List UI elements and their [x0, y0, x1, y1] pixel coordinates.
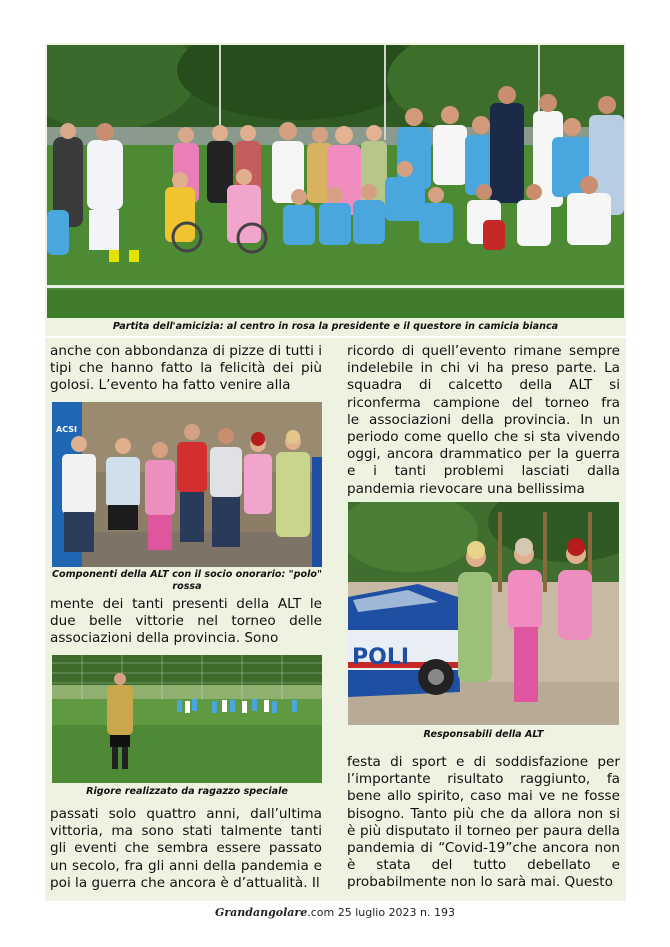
penalty-photo [52, 655, 322, 783]
text-line: festa di sport e di soddisfazione per [347, 754, 620, 770]
text-line: mente dei tanti presenti della ALT le [50, 596, 322, 612]
text-line: ricordo di quell’evento rimane sempre [347, 343, 620, 359]
text-line: tipi che hanno fatto la felicità dei più [50, 360, 322, 377]
text-line: anche con abbondanza di pizze di tutti i [50, 343, 322, 359]
text-line: è più disputato il torneo per paura della [347, 822, 620, 839]
text-line: bisogno. Tanto più che da allora non si [347, 805, 620, 822]
left-text-block-1 [50, 343, 322, 395]
team-photo [47, 45, 624, 318]
text-line: l’importante risultato raggiunto, fa [347, 771, 620, 788]
text-line: passati solo quattro anni, dall’ultima [50, 806, 322, 822]
text-line: associazioni della provincia. Sono [50, 630, 279, 647]
group-caption-line-1: Componenti della ALT con il socio onorario: "polo" [52, 569, 322, 580]
penalty-photo-caption: Rigore realizzato da ragazzo speciale [86, 786, 288, 797]
text-line: è stata del tutto debellato e [347, 857, 620, 874]
text-line: squadra di calcetto della ALT si [347, 377, 620, 394]
acsi-banner-text: ACSI [56, 425, 77, 434]
text-line: indelebile in chi vi ha preso parte. La [347, 360, 620, 377]
right-text-block-2 [347, 754, 620, 892]
group-caption-line-2: rossa [172, 581, 202, 592]
text-line: pandemia rievocare una bellissima [347, 480, 585, 497]
text-line: periodo come quello che si sta vivendo [347, 429, 620, 446]
footer-brand: Grandangolare [214, 906, 308, 919]
team-photo-caption: Partita dell'amicizia: al centro in rosa la presidente e il questore in camicia bianca [112, 321, 559, 332]
text-line: oggi, ancora drammatico per la guerra [347, 446, 620, 463]
right-text-block-1 [347, 343, 620, 498]
text-line: riconferma campione del torneo fra [347, 394, 620, 411]
police-photo [348, 502, 619, 725]
text-line: probabilmente non lo sarà mai. Questo [347, 874, 613, 891]
left-text-block-2 [50, 596, 322, 648]
text-line: bene allo spirito, caso mai ve ne fosse [347, 788, 620, 805]
text-line: due belle vittorie nel torneo delle [50, 613, 322, 630]
group-photo-caption [52, 569, 322, 593]
text-line: e i tanti problemi lasciati dalla [347, 463, 620, 480]
text-line: gli eventi che sembra essere passato [50, 840, 322, 857]
group-photo [52, 402, 322, 567]
police-car-lettering: POLI [352, 645, 410, 670]
text-line: un secolo, fra gli anni della pandemia e [50, 857, 322, 874]
footer-issue: .com 25 luglio 2023 n. 193 [307, 906, 456, 919]
left-text-block-3 [50, 806, 322, 892]
police-photo-caption: Responsabili della ALT [423, 729, 544, 740]
text-line: vittoria, ma sono stati talmente tanti [50, 823, 322, 840]
text-line: poi la guerra che ancora è d’attualità. Il [50, 874, 320, 891]
page-footer [0, 906, 670, 919]
text-line: le associazioni della provincia. In un [347, 411, 620, 428]
text-line: golosi. L’evento ha fatto venire alla [50, 377, 291, 394]
text-line: pandemia di “Covid-19”che ancora non [347, 840, 620, 857]
